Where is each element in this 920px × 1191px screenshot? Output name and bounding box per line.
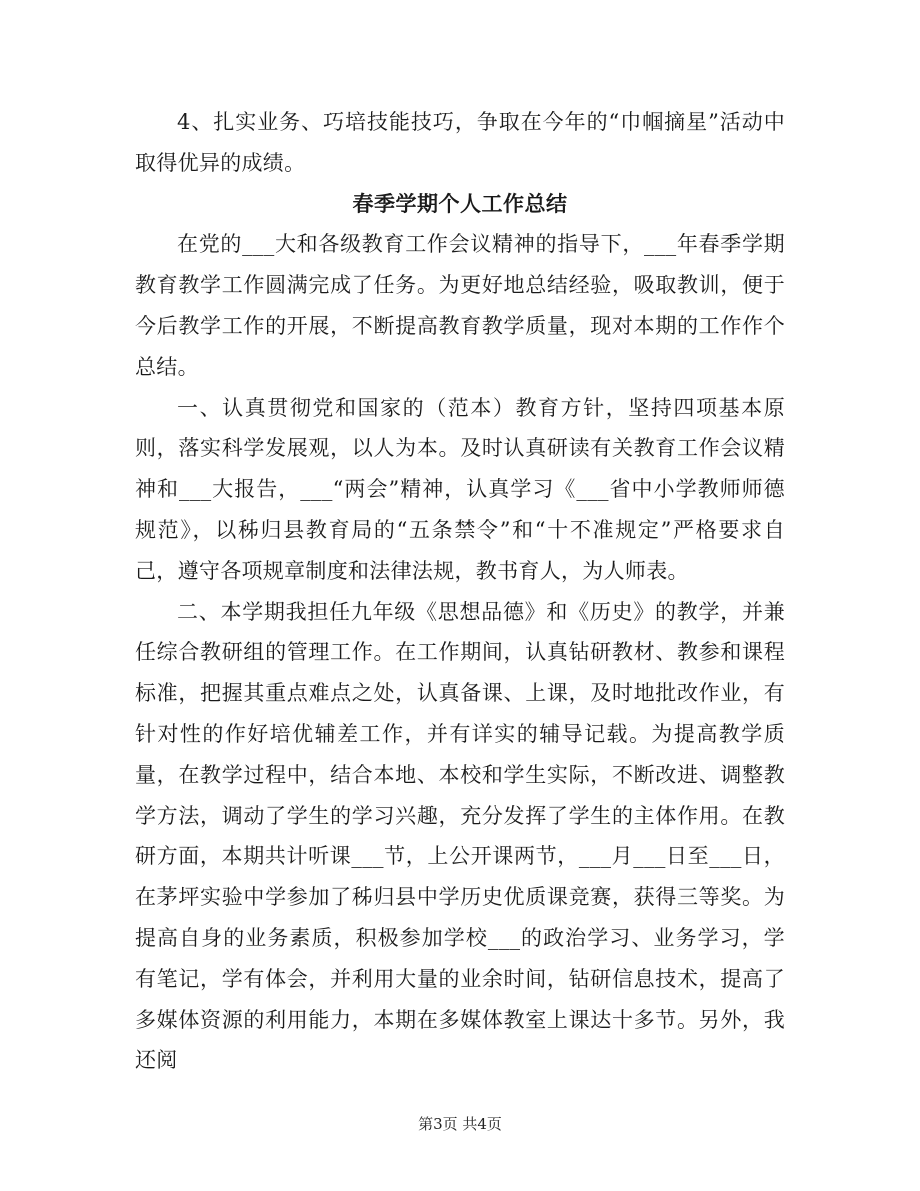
paragraph-3: 二、本学期我担任九年级《思想品德》和《历史》的教学，并兼任综合教研组的管理工作。在工作期间，认真钻研教材、教参和课程标准，把握其重点难点之处，认真备课、上课，及时地批改作业，有针对性的作好培优辅差工作，并有详实的辅导记载。为提高教学质量，在教学过程中，结合本地、本校和学生实际，不断改进、调整教学方法，调动了学生的学习兴趣，充分发挥了学生的主体作用。在教研方面，本期共计听课___节，上公开课两节，___月___日至___日，在茅坪实验中学参加了秭归县中学历史优质课竞赛，获得三等奖。为提高自身的业务素质，积极参加学校___的政治学习、业务学习，学有笔记，学有体会，并利用大量的业余时间，钻研信息技术，提高了多媒体资源的利用能力，本期在多媒体教室上课达十多节。另外，我还阅 (135, 599, 785, 1073)
section-title: 春季学期个人工作总结 (352, 190, 568, 216)
paragraph-1: 在党的___大和各级教育工作会议精神的指导下，___年春季学期教育教学工作圆满完成了任务。为更好地总结经验，吸取教训，便于今后教学工作的开展，不断提高教育教学质量，现对本期的工作作个总结。 (135, 232, 785, 379)
document-body (135, 102, 785, 1081)
page-number-footer: 第3页 共4页 (418, 1115, 502, 1133)
paragraph-2: 一、认真贯彻党和国家的（范本）教育方针，坚持四项基本原则，落实科学发展观，以人为本。及时认真研读有关教育工作会议精神和___大报告，___“两会”精神，认真学习《___省中小学教师师德规范》，以秭归县教育局的“五条禁令”和“十不准规定”严格要求自己，遵守各项规章制度和法律法规，教书育人，为人师表。 (135, 395, 785, 583)
intro-paragraph: 4、扎实业务、巧培技能技巧，争取在今年的“巾帼摘星”活动中取得优异的成绩。 (135, 110, 785, 175)
